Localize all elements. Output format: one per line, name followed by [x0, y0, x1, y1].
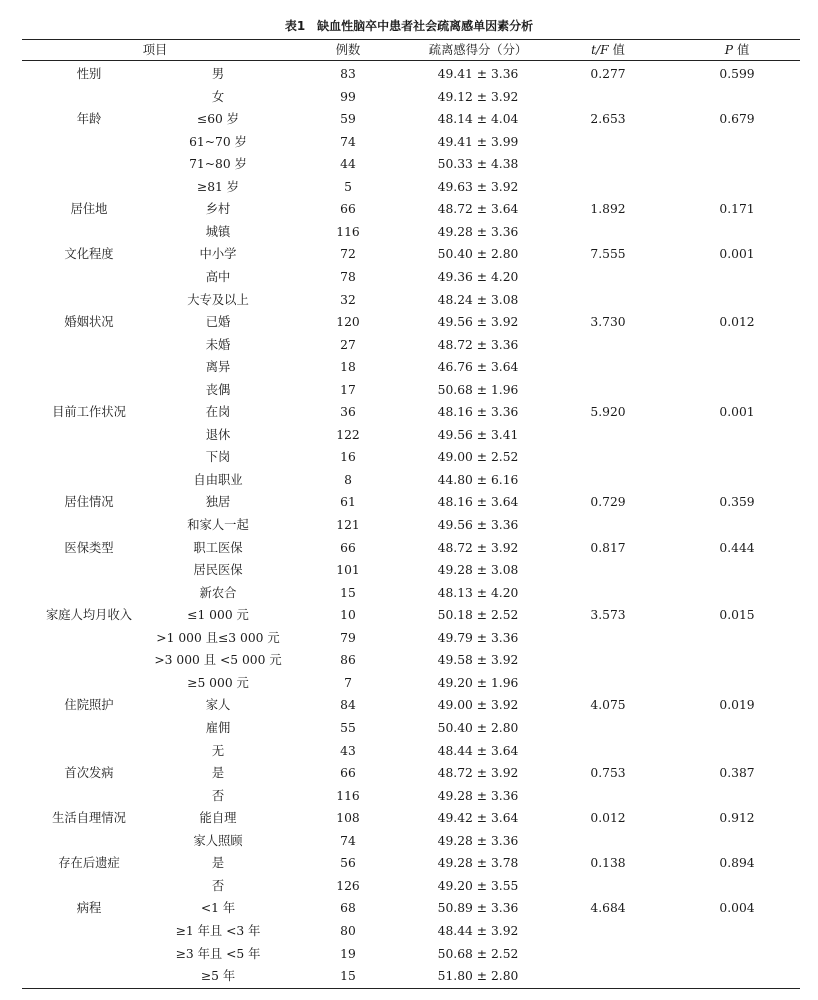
count-cell: 84: [340, 698, 356, 713]
stat-cell: 0.753: [590, 766, 626, 781]
category-cell: 否: [211, 878, 225, 893]
score-cell: 48.72 ± 3.92: [437, 766, 519, 781]
category-cell: ≥5 000 元: [187, 675, 249, 690]
score-cell: 49.20 ± 3.55: [437, 878, 519, 893]
category-cell: >3 000 且 <5 000 元: [154, 653, 282, 668]
score-cell: 49.28 ± 3.36: [437, 833, 519, 848]
count-cell: 18: [340, 360, 356, 375]
count-cell: 27: [340, 337, 356, 352]
count-cell: 19: [340, 946, 356, 961]
count-cell: 17: [340, 382, 356, 397]
category-cell: 是: [211, 856, 225, 871]
count-cell: 116: [336, 788, 360, 803]
score-cell: 49.42 ± 3.64: [437, 811, 519, 826]
stat-cell: 1.892: [590, 202, 626, 217]
group-cell: 生活自理情况: [52, 811, 126, 826]
count-cell: 5: [344, 179, 352, 194]
header-count: 例数: [335, 43, 361, 57]
score-cell: 49.41 ± 3.99: [437, 134, 519, 149]
p-value-cell: 0.359: [719, 495, 755, 510]
score-cell: 48.16 ± 3.64: [437, 495, 519, 510]
count-cell: 7: [344, 675, 352, 690]
p-value-cell: 0.001: [719, 405, 755, 420]
count-cell: 15: [340, 585, 356, 600]
category-cell: 乡村: [205, 202, 231, 217]
p-value-cell: 0.015: [719, 608, 755, 623]
stat-cell: 0.817: [590, 540, 626, 555]
category-cell: 退休: [205, 427, 231, 442]
category-cell: 71~80 岁: [189, 157, 247, 172]
score-cell: 48.16 ± 3.36: [437, 405, 519, 420]
group-cell: 家庭人均月收入: [45, 608, 133, 623]
count-cell: 55: [340, 721, 356, 735]
bottom-rule: [22, 988, 800, 989]
count-cell: 36: [340, 405, 356, 420]
stat-cell: 7.555: [590, 247, 626, 262]
score-cell: 49.20 ± 1.96: [437, 675, 519, 690]
score-cell: 49.12 ± 3.92: [437, 89, 519, 104]
category-cell: 城镇: [205, 224, 231, 239]
category-cell: 未婚: [205, 337, 231, 352]
stat-cell: 4.075: [590, 698, 626, 713]
category-cell: 居民医保: [193, 563, 243, 578]
count-cell: 66: [340, 540, 356, 555]
p-value-cell: 0.019: [719, 698, 755, 713]
count-cell: 59: [340, 112, 356, 127]
category-cell: <1 年: [200, 901, 236, 916]
stat-cell: 0.729: [590, 495, 626, 510]
category-cell: 自由职业: [193, 472, 243, 487]
category-cell: 家人照顾: [193, 833, 243, 848]
header-stat-suffix: 值: [608, 43, 625, 57]
count-cell: 32: [340, 292, 356, 307]
category-cell: 和家人一起: [187, 518, 249, 532]
score-cell: 48.72 ± 3.92: [437, 540, 519, 555]
count-cell: 74: [340, 134, 356, 149]
header-p-suffix: 值: [733, 43, 750, 57]
category-cell: >1 000 且≤3 000 元: [156, 630, 280, 645]
group-cell: 性别: [76, 67, 102, 81]
category-cell: 高中: [205, 270, 231, 284]
p-value-cell: 0.171: [719, 202, 755, 217]
group-cell: 病程: [76, 901, 102, 916]
category-cell: 在岗: [205, 405, 231, 420]
count-cell: 16: [340, 450, 356, 465]
category-cell: ≥5 年: [200, 969, 236, 983]
score-cell: 48.44 ± 3.64: [437, 743, 519, 758]
header-stat-symbol: t/F: [591, 43, 609, 57]
score-cell: 48.13 ± 4.20: [437, 585, 519, 600]
header-score: 疏离感得分（分）: [428, 43, 528, 57]
stat-cell: 2.653: [590, 112, 626, 127]
table-title: 表1 缺血性脑卒中患者社会疏离感单因素分析: [284, 19, 534, 33]
score-cell: 49.41 ± 3.36: [437, 67, 519, 81]
group-cell: 婚姻状况: [64, 315, 114, 330]
category-cell: 丧偶: [205, 382, 231, 397]
score-cell: 48.44 ± 3.92: [437, 923, 519, 938]
score-cell: 49.58 ± 3.92: [437, 653, 519, 668]
category-cell: 无: [211, 743, 225, 758]
category-cell: 新农合: [199, 585, 237, 600]
p-value-cell: 0.679: [719, 112, 755, 127]
group-cell: 年龄: [76, 112, 102, 127]
stat-cell: 3.573: [590, 608, 626, 623]
score-cell: 50.68 ± 1.96: [437, 382, 519, 397]
score-cell: 50.40 ± 2.80: [437, 247, 519, 262]
p-value-cell: 0.012: [719, 315, 755, 330]
p-value-cell: 0.599: [719, 67, 755, 81]
count-cell: 120: [336, 315, 360, 330]
score-cell: 50.33 ± 4.38: [437, 157, 519, 172]
p-value-cell: 0.894: [719, 856, 755, 871]
group-cell: 居住地: [70, 202, 108, 217]
score-cell: 50.68 ± 2.52: [437, 946, 519, 961]
score-cell: 50.89 ± 3.36: [437, 901, 519, 916]
count-cell: 66: [340, 202, 356, 217]
group-cell: 医保类型: [64, 540, 114, 555]
stat-cell: 0.012: [590, 811, 626, 826]
count-cell: 116: [336, 224, 360, 239]
category-cell: 离异: [205, 360, 231, 375]
count-cell: 126: [336, 878, 360, 893]
score-cell: 46.76 ± 3.64: [437, 360, 519, 375]
count-cell: 83: [340, 67, 356, 81]
count-cell: 66: [340, 766, 356, 781]
group-cell: 首次发病: [64, 766, 114, 781]
score-cell: 48.72 ± 3.64: [437, 202, 519, 217]
category-cell: 已婚: [205, 315, 231, 330]
count-cell: 68: [340, 901, 356, 916]
count-cell: 61: [340, 495, 356, 510]
score-cell: 48.14 ± 4.04: [437, 112, 519, 127]
category-cell: ≥81 岁: [196, 179, 240, 194]
category-cell: 雇佣: [205, 721, 231, 735]
category-cell: 独居: [205, 495, 231, 510]
count-cell: 122: [336, 427, 360, 442]
score-cell: 49.28 ± 3.36: [437, 788, 519, 803]
group-cell: 住院照护: [64, 698, 114, 713]
category-cell: ≥3 年且 <5 年: [175, 946, 261, 961]
score-cell: 49.36 ± 4.20: [437, 270, 519, 284]
score-cell: 49.28 ± 3.36: [437, 224, 519, 239]
category-cell: 职工医保: [193, 540, 243, 555]
p-value-cell: 0.004: [719, 901, 755, 916]
p-value-cell: 0.444: [719, 540, 755, 555]
count-cell: 72: [340, 247, 356, 262]
category-cell: 大专及以上: [187, 292, 249, 307]
category-cell: 61~70 岁: [189, 134, 247, 149]
count-cell: 15: [340, 969, 356, 983]
score-cell: 49.79 ± 3.36: [437, 630, 519, 645]
score-cell: 50.18 ± 2.52: [437, 608, 519, 623]
category-cell: 家人: [205, 698, 231, 713]
stat-cell: 0.138: [590, 856, 626, 871]
count-cell: 108: [336, 811, 360, 826]
category-cell: 否: [211, 788, 225, 803]
category-cell: 中小学: [199, 247, 237, 262]
category-cell: ≥1 年且 <3 年: [175, 923, 261, 938]
count-cell: 78: [340, 270, 356, 284]
p-value-cell: 0.912: [719, 811, 755, 826]
category-cell: 是: [211, 766, 225, 781]
category-cell: 下岗: [205, 450, 231, 465]
stat-cell: 5.920: [590, 405, 626, 420]
header-item: 项目: [142, 43, 168, 57]
stat-cell: 3.730: [590, 315, 626, 330]
count-cell: 8: [344, 472, 352, 487]
score-cell: 49.00 ± 3.92: [437, 698, 519, 713]
score-cell: 49.28 ± 3.78: [437, 856, 519, 871]
count-cell: 99: [340, 89, 356, 104]
score-cell: 49.56 ± 3.92: [437, 315, 519, 330]
group-cell: 目前工作状况: [52, 405, 126, 420]
group-cell: 居住情况: [64, 495, 114, 510]
category-cell: ≤1 000 元: [187, 608, 249, 623]
category-cell: 能自理: [199, 811, 237, 826]
score-cell: 49.56 ± 3.41: [437, 427, 519, 442]
p-value-cell: 0.001: [719, 247, 755, 262]
count-cell: 44: [340, 157, 356, 172]
count-cell: 80: [340, 923, 356, 938]
score-cell: 49.28 ± 3.08: [437, 563, 519, 578]
stat-cell: 4.684: [590, 901, 626, 916]
category-cell: 女: [211, 89, 225, 104]
score-cell: 49.56 ± 3.36: [437, 518, 519, 532]
score-cell: 44.80 ± 6.16: [437, 472, 519, 487]
count-cell: 56: [340, 856, 356, 871]
count-cell: 101: [336, 563, 360, 578]
group-cell: 存在后遗症: [58, 856, 120, 871]
count-cell: 121: [336, 518, 360, 532]
score-cell: 49.00 ± 2.52: [437, 450, 519, 465]
score-cell: 50.40 ± 2.80: [437, 721, 519, 735]
count-cell: 10: [340, 608, 356, 623]
header-p-symbol: P: [724, 43, 734, 57]
count-cell: 43: [340, 743, 356, 758]
count-cell: 86: [340, 653, 356, 668]
category-cell: ≤60 岁: [196, 112, 240, 127]
group-cell: 文化程度: [64, 247, 114, 262]
p-value-cell: 0.387: [719, 766, 755, 781]
score-cell: 48.24 ± 3.08: [437, 292, 519, 307]
count-cell: 79: [340, 630, 356, 645]
count-cell: 74: [340, 833, 356, 848]
category-cell: 男: [211, 67, 225, 81]
stat-cell: 0.277: [590, 67, 626, 81]
score-cell: 51.80 ± 2.80: [437, 969, 519, 983]
score-cell: 49.63 ± 3.92: [437, 179, 519, 194]
score-cell: 48.72 ± 3.36: [437, 337, 519, 352]
